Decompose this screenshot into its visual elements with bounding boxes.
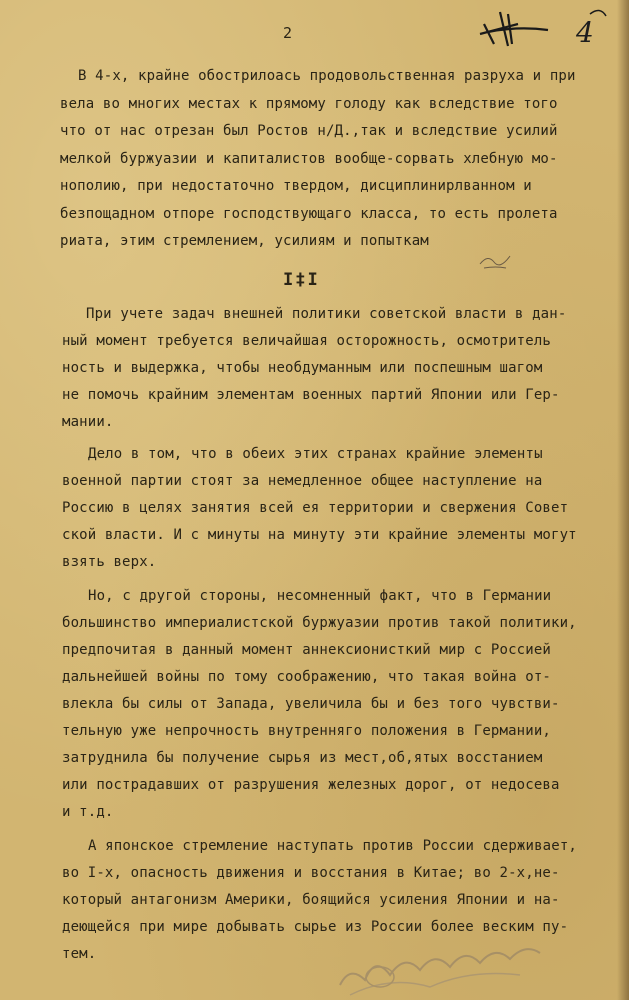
text-line: При учете задач внешней политики советской власти в дан- bbox=[86, 306, 567, 322]
text-line: предпочитая в данный момент аннексионисткий мир с Россией bbox=[62, 642, 551, 658]
text-line: тем. bbox=[62, 946, 97, 962]
text-line: большинство империалистской буржуазии против такой политики, bbox=[62, 615, 577, 631]
text-line: ской власти. И с минуты на минуту эти крайние элементы могут bbox=[62, 527, 577, 543]
text-line: затруднила бы получение сырья из мест,об,ятых восстанием bbox=[62, 750, 543, 766]
text-line: или пострадавших от разрушения железных дорог, от недосева bbox=[62, 777, 560, 793]
text-line: риата, этим стремлением, усилиям и попыткам bbox=[60, 233, 429, 249]
text-line: влекла бы силы от Запада, увеличила бы и без того чувстви- bbox=[62, 696, 560, 712]
faded-archive-stamp bbox=[330, 925, 560, 1000]
text-line: вела во многих местах к прямому голоду как вследствие того bbox=[60, 96, 558, 112]
text-line: Россию в целях занятия всей ея территории и свержения Совет bbox=[62, 500, 569, 516]
page-edge-shadow bbox=[617, 0, 629, 1000]
text-line: ный момент требуется величайшая осторожность, осмотритель bbox=[62, 333, 551, 349]
text-line: Дело в том, что в обеих этих странах крайние элементы bbox=[88, 446, 543, 462]
text-line: во I-х, опасность движения и восстания в Китае; во 2-х,не- bbox=[62, 865, 560, 881]
text-line: военной партии стоят за немедленное общее наступление на bbox=[62, 473, 543, 489]
text-line: тельную уже непрочность внутренняго положения в Германии, bbox=[62, 723, 551, 739]
handwritten-strike-mark bbox=[478, 4, 628, 54]
text-line: не помочь крайним элементам военных партий Японии или Гер- bbox=[62, 387, 560, 403]
text-line: что от нас отрезан был Ростов н/Д.,так и вследствие усилий bbox=[60, 123, 558, 139]
text-line: дальнейшей войны по тому соображению, что такая война от- bbox=[62, 669, 551, 685]
archive-folio-mark bbox=[478, 4, 628, 54]
text-line: ность и выдержка, чтобы необдуманным или поспешным шагом bbox=[62, 360, 543, 376]
text-line: который антагонизм Америки, боящийся усиления Японии и на- bbox=[62, 892, 560, 908]
page-number: 2 bbox=[283, 24, 293, 42]
text-line: мелкой буржуазии и капиталистов вообще-сорвать хлебную мо- bbox=[60, 151, 558, 167]
text-line: Но, с другой стороны, несомненный факт, что в Германии bbox=[88, 588, 552, 604]
text-line: деющейся при мире добывать сырье из России более веским пу- bbox=[62, 919, 569, 935]
text-line: В 4-х, крайне обострилоась продовольственная разруха и при bbox=[78, 68, 576, 84]
text-line: А японское стремление наступать против России сдерживает, bbox=[88, 838, 577, 854]
text-line: и т.д. bbox=[62, 804, 114, 820]
archive-folio-number: 4 bbox=[576, 16, 593, 49]
text-line: нополию, при недостаточно твердом, дисциплинирлванном и bbox=[60, 178, 532, 194]
text-line: мании. bbox=[62, 414, 114, 430]
section-heading: I‡I bbox=[283, 270, 320, 290]
text-line: безпощадном отпоре господствующаго класса, то есть пролета bbox=[60, 206, 558, 222]
pencil-squiggle bbox=[476, 246, 516, 272]
text-line: взять верх. bbox=[62, 554, 157, 570]
